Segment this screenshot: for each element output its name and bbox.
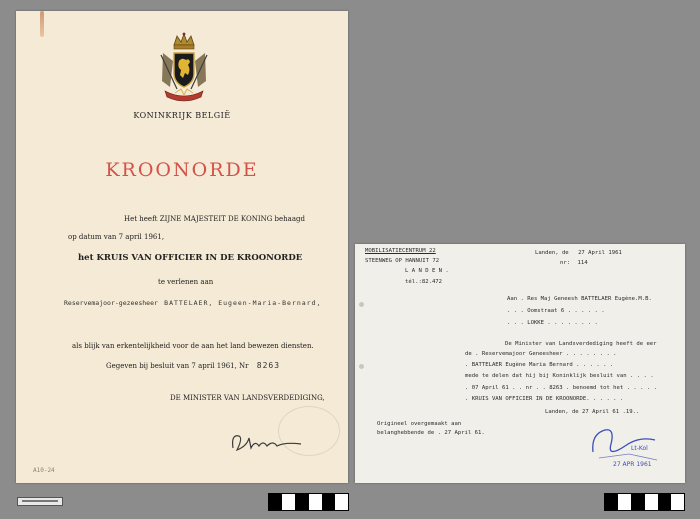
letter-number	[560, 260, 588, 266]
letter-address-3: . . . LOKKE . . . . . . . .	[507, 320, 598, 326]
stamp-date: 27 APR 1961	[613, 461, 652, 468]
signature-mark	[229, 426, 305, 456]
letter-address-1: Aan . Res Maj Geneesh BATTELAER Eugène.M.B.	[507, 296, 652, 302]
scale-bar-left	[268, 493, 349, 511]
minister-title: DE MINISTER VAN LANDSVERDEDIGING,	[170, 394, 325, 402]
cert-line-2: op datum van 7 april 1961,	[68, 233, 165, 241]
decree-number: 8263	[256, 361, 281, 370]
letter-place-date: Landen, de 27 April 61 .19..	[545, 409, 640, 415]
letter-sender-3: L A N D E N .	[405, 268, 449, 274]
official-stamp	[585, 422, 675, 468]
archive-reference: A10-24	[33, 467, 55, 474]
decree-text: Gegeven bij besluit van 7 april 1961, Nr	[106, 362, 249, 370]
letter-date-value: 27 April 1961	[578, 250, 622, 256]
letter-number-label: nr:	[560, 260, 571, 266]
belgian-coat-of-arms-icon	[157, 31, 211, 107]
letter-body-2: de . Reservemajoor Geneesheer . . . . . . . .	[465, 351, 617, 357]
letter-body-1: De Minister van Landsverdediging heeft de eer	[505, 341, 657, 347]
scale-bar-right	[604, 493, 685, 511]
letter-footer-1: Origineel overgemaakt aan	[377, 421, 462, 427]
letter-date-label: Landen, de	[535, 250, 569, 256]
letter-body-5: . 07 April 61 . . nr . . 8263 . benoemd tot het . . . . .	[465, 385, 657, 391]
letter-date	[535, 250, 622, 256]
letter-sender-1: MOBILISATIECENTRUM 22	[365, 248, 436, 254]
certificate-document	[16, 11, 348, 483]
cert-line-6: als blijk van erkentelijkheid voor de aan het land bewezen diensten.	[72, 342, 314, 350]
letter-body-4: mede te delen dat hij bij Koninklijk besluit van . . . .	[465, 373, 654, 379]
letter-number-value: 114	[577, 260, 588, 266]
letter-body-3: . BATTELAER Eugène Maria Bernard . . . . . .	[465, 362, 614, 368]
paper-stain	[40, 11, 44, 37]
recipient-name: BATTELAER, Eugeen-Maria-Bernard,	[164, 299, 322, 307]
cert-line-3: het KRUIS VAN OFFICIER IN DE KROONORDE	[78, 253, 303, 263]
order-title: KROONORDE	[105, 159, 259, 181]
letter-body-6: . KRUIS VAN OFFICIER IN DE KROONORDE. . . . . .	[465, 396, 624, 402]
recipient-rank: Reservemajoor-gezeesheer	[64, 299, 158, 307]
letter-footer-2: belanghebbende de . 27 April 61.	[377, 430, 485, 436]
cert-recipient	[64, 299, 321, 307]
cert-line-4: te verlenen aan	[158, 278, 214, 286]
letter-sender-2: STEENWEG OP HANNUIT 72	[365, 258, 440, 264]
punch-hole	[359, 302, 364, 307]
kingdom-heading: KONINKRIJK BELGIË	[133, 111, 231, 120]
cert-line-7	[106, 361, 280, 370]
punch-hole	[359, 364, 364, 369]
letter-address-2: . . . Oomstraat 6 . . . . . .	[507, 308, 605, 314]
cert-line-1: Het heeft ZIJNE MAJESTEIT DE KONING behaagd	[124, 215, 305, 223]
stamp-text: Lt-Kol	[631, 445, 648, 452]
label-tag	[17, 497, 63, 506]
letter-sender-4: tél.:82.472	[405, 279, 443, 285]
